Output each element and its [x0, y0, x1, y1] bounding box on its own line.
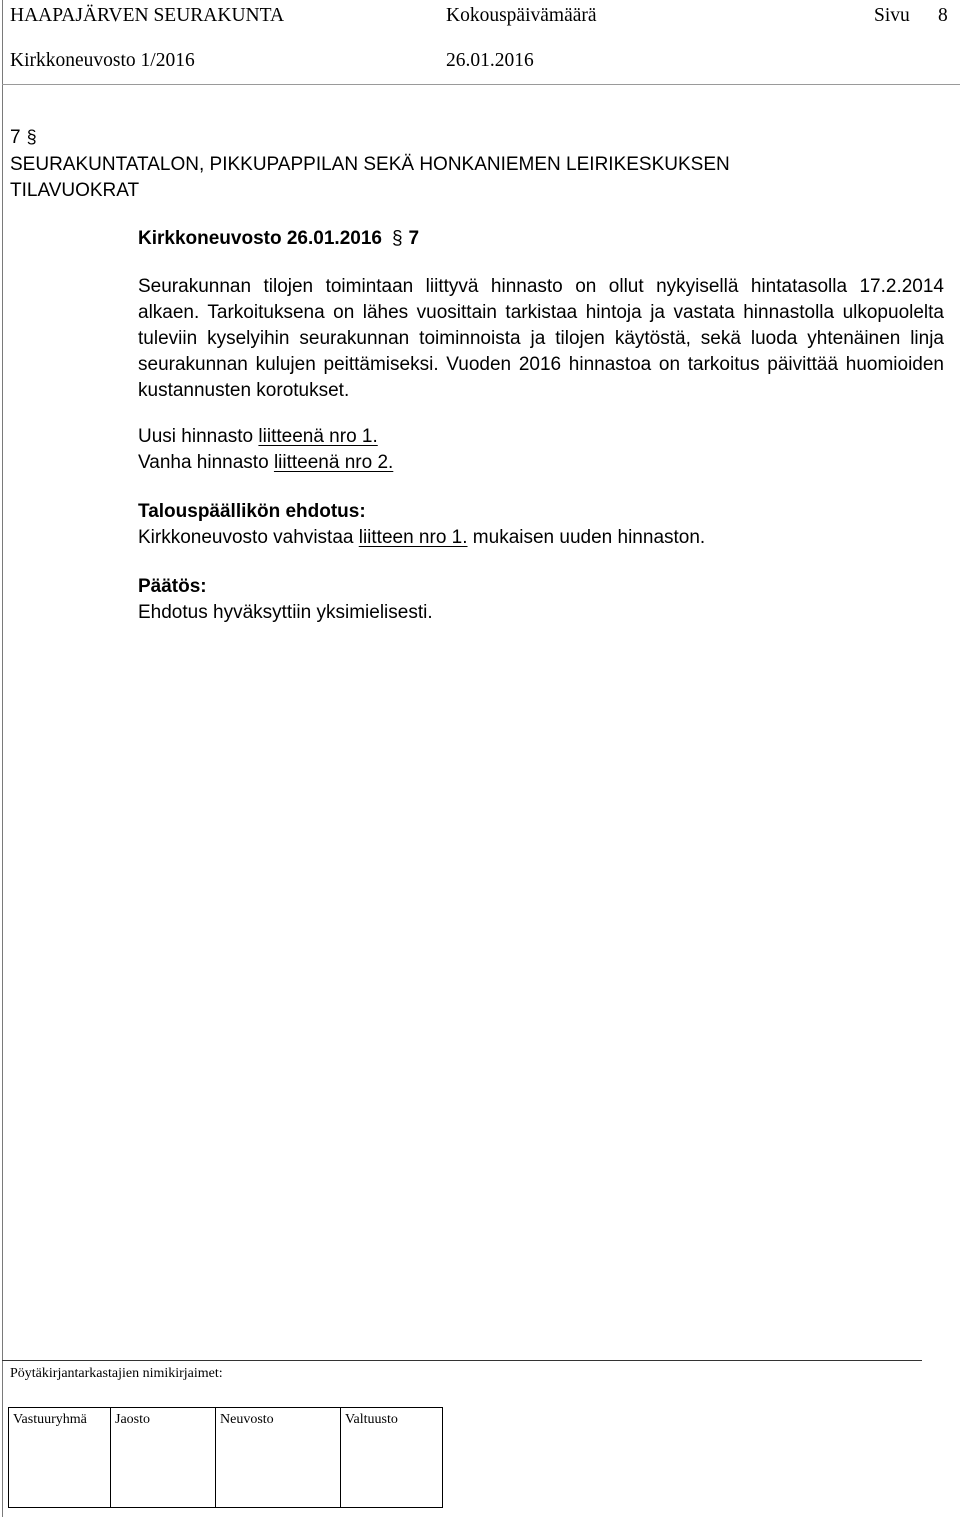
reference-number: 7	[408, 228, 420, 249]
meeting-reference	[138, 229, 419, 248]
signature-table	[8, 1407, 443, 1508]
header-date-label: Kokouspäivämäärä	[446, 5, 597, 26]
header-org: HAAPAJÄRVEN SEURAKUNTA	[10, 5, 285, 26]
decision-heading: Päätös:	[138, 576, 207, 597]
section-mark: §	[26, 127, 37, 147]
decision-text: Ehdotus hyväksyttiin yksimielisesti.	[138, 602, 433, 623]
proposal-text	[138, 528, 705, 547]
signature-cell-jaosto: Jaosto	[111, 1408, 216, 1508]
proposal-attachment-link[interactable]: liitteen nro 1.	[358, 527, 468, 548]
proposal-heading: Talouspäällikön ehdotus:	[138, 501, 366, 522]
item-title-line-1: SEURAKUNTATALON, PIKKUPAPPILAN SEKÄ HONKANIEMEN LEIRIKESKUKSEN	[10, 154, 730, 175]
header-meeting-date: 26.01.2016	[446, 50, 534, 71]
attachment-1-link[interactable]: liitteenä nro 1.	[258, 426, 378, 447]
attachment-1-prefix: Uusi hinnasto	[138, 426, 259, 447]
item-number-value: 7	[10, 127, 21, 148]
attachment-2-prefix: Vanha hinnasto	[138, 452, 274, 473]
proposal-prefix: Kirkkoneuvosto vahvistaa	[138, 527, 359, 548]
attachment-2-link[interactable]: liitteenä nro 2.	[273, 452, 394, 473]
header-divider	[2, 84, 960, 85]
footer-divider	[2, 1360, 922, 1361]
item-number	[10, 128, 37, 147]
header-page-label: Sivu	[874, 5, 910, 26]
item-title-line-2: TILAVUOKRAT	[10, 180, 140, 201]
signature-cell-neuvosto: Neuvosto	[216, 1408, 341, 1508]
reference-section-mark: §	[391, 228, 403, 249]
body-paragraph: Seurakunnan tilojen toimintaan liittyvä hinnasto on ollut nykyisellä hintatasolla 17.2.2014 alkaen. Tarkoituksena on lähes vuosittain tarkistaa hintoja ja vastata hinnastolla ulkopuolelta tuleviin kyselyihin seurakunnan toiminnoista ja tilojen käytöstä, sekä luoda yhtenäinen linja seurakunnan kulujen peittämiseksi. Vuoden 2016 hinnastoa on tarkoitus päivittää huomioiden kustannusten korotukset.	[138, 276, 944, 401]
item-title	[10, 152, 910, 204]
signature-cell-vastuuryhma: Vastuuryhmä	[9, 1408, 111, 1508]
header-page-number: 8	[938, 5, 948, 26]
reference-text: Kirkkoneuvosto 26.01.2016	[138, 228, 382, 249]
signatures-label: Pöytäkirjantarkastajien nimikirjaimet:	[10, 1366, 223, 1381]
signature-cell-valtuusto: Valtuusto	[341, 1408, 443, 1508]
attachment-old-pricelist	[138, 453, 393, 472]
page-left-border	[2, 0, 3, 1517]
proposal-suffix: mukaisen uuden hinnaston.	[467, 527, 706, 548]
attachment-new-pricelist	[138, 427, 378, 446]
header-meeting: Kirkkoneuvosto 1/2016	[10, 50, 195, 71]
